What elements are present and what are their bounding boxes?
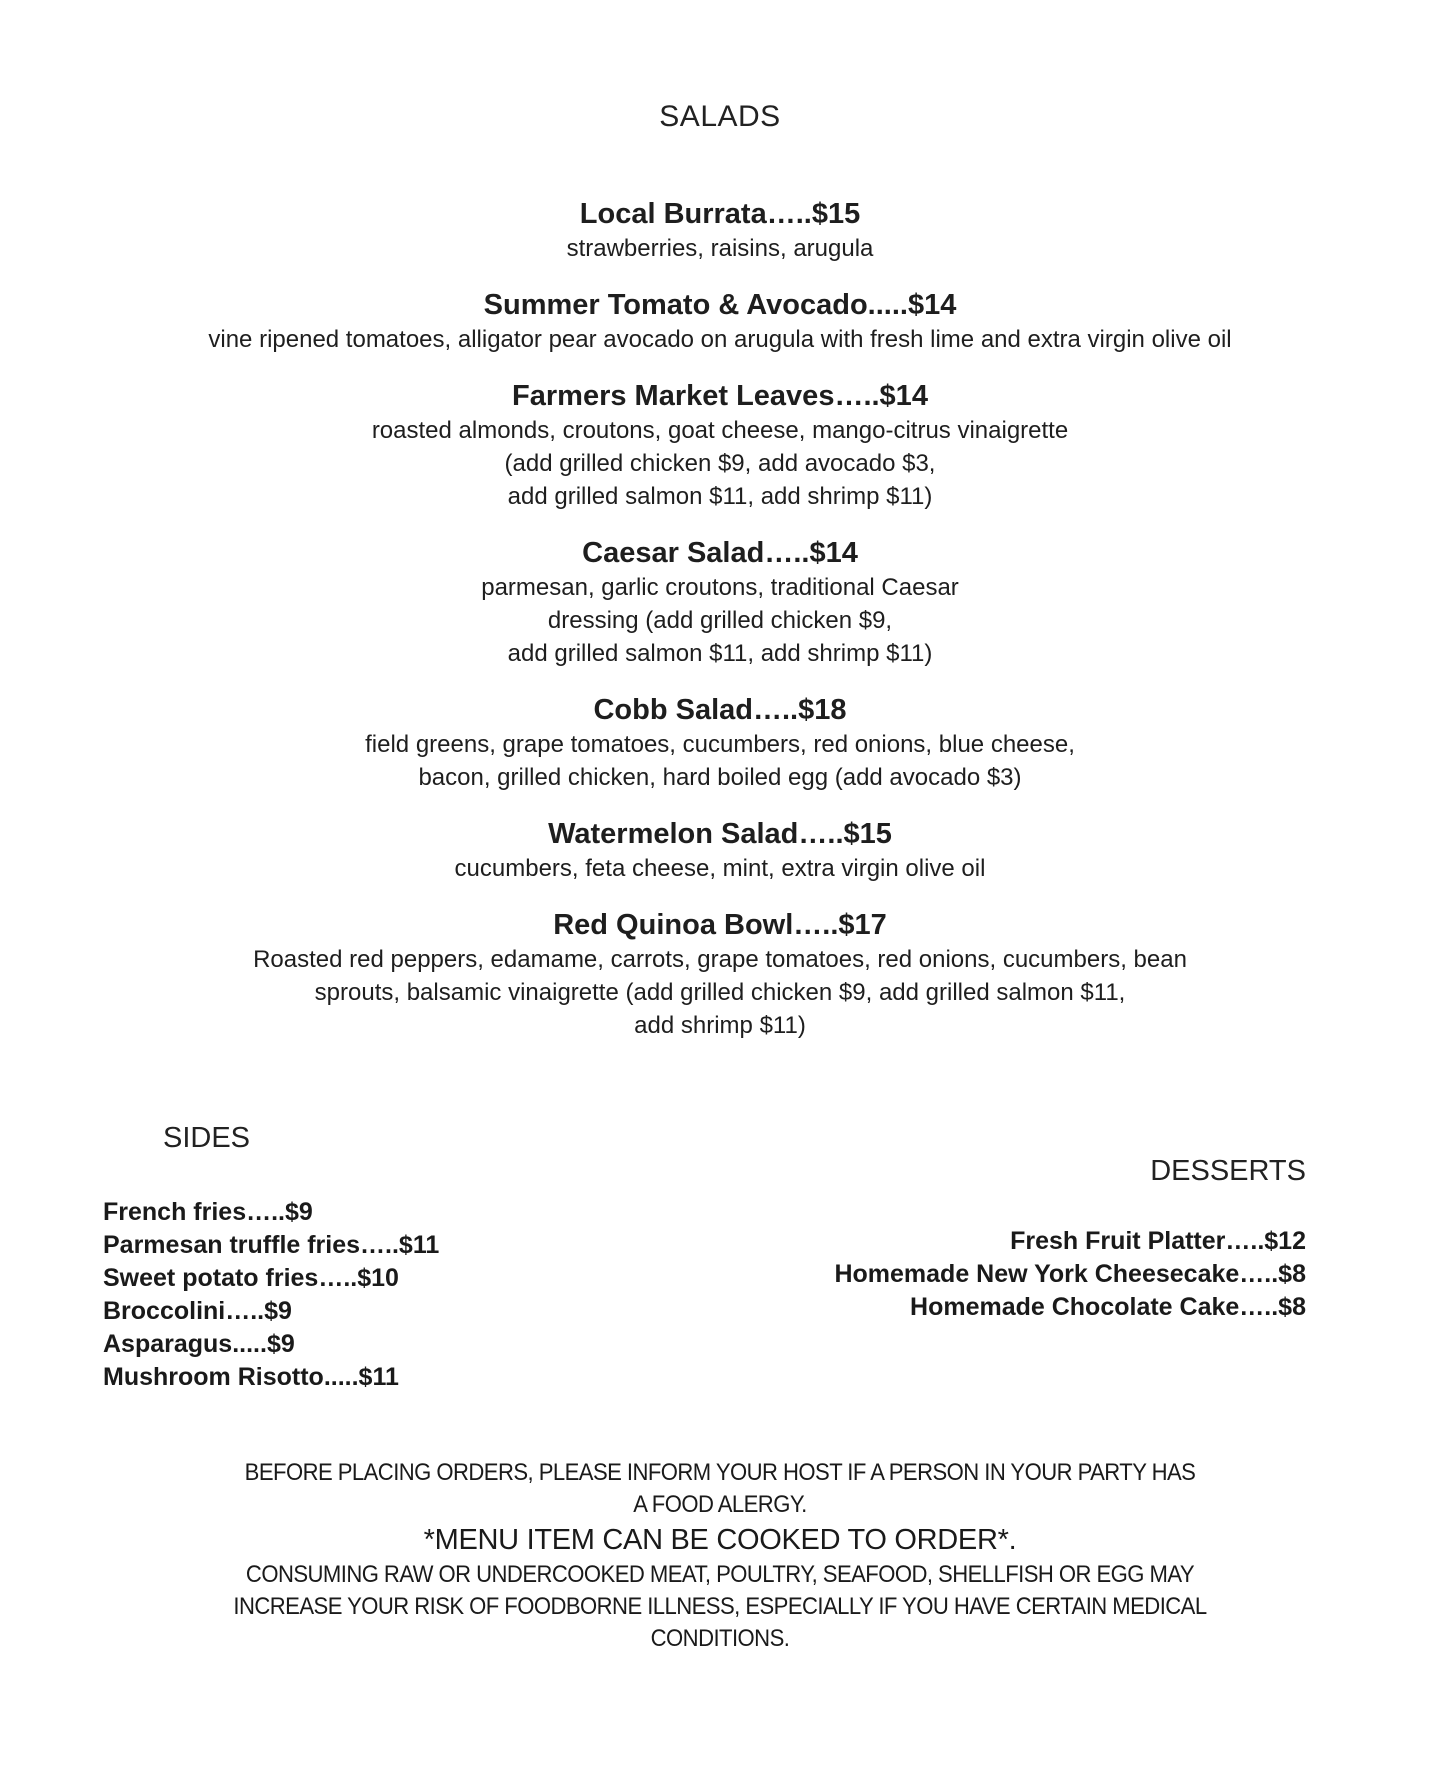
salad-description <box>0 571 1440 670</box>
side-item: Asparagus.....$9 <box>103 1330 295 1358</box>
salad-item-farmers-market-leaves <box>0 378 1440 513</box>
salad-description-line: add shrimp $11) <box>634 1012 806 1039</box>
allergy-notice <box>0 1457 1440 1655</box>
salad-description <box>0 323 1440 356</box>
cooked-to-order-note: *MENU ITEM CAN BE COOKED TO ORDER*. <box>423 1524 1017 1556</box>
salad-title: Cobb Salad…..$18 <box>593 694 847 726</box>
salad-item-caesar-salad <box>0 535 1440 670</box>
salad-description-line: (add grilled chicken $9, add avocado $3, <box>504 450 936 477</box>
salad-description-line: dressing (add grilled chicken $9, <box>547 607 893 634</box>
salad-item-local-burrata <box>0 196 1440 265</box>
salads-heading: SALADS <box>659 100 781 133</box>
dessert-item: Fresh Fruit Platter…..$12 <box>1010 1227 1306 1255</box>
notice-line: CONDITIONS. <box>650 1625 790 1652</box>
salad-item-summer-tomato-avocado <box>0 287 1440 356</box>
notice-line: CONSUMING RAW OR UNDERCOOKED MEAT, POULTRY, SEAFOOD, SHELLFISH OR EGG MAY <box>245 1561 1195 1588</box>
dessert-item: Homemade Chocolate Cake…..$8 <box>910 1293 1306 1321</box>
salad-title: Watermelon Salad…..$15 <box>548 818 892 850</box>
salad-description-line: Roasted red peppers, edamame, carrots, grape tomatoes, red onions, cucumbers, bean <box>253 946 1187 973</box>
salad-description <box>0 852 1440 885</box>
salad-title: Farmers Market Leaves…..$14 <box>512 380 928 412</box>
dessert-item: Homemade New York Cheesecake…..$8 <box>834 1260 1306 1288</box>
desserts-list <box>834 1225 1306 1324</box>
side-item: Broccolini…..$9 <box>103 1297 292 1325</box>
salad-title: Local Burrata…..$15 <box>579 198 861 230</box>
salad-item-red-quinoa-bowl <box>0 907 1440 1042</box>
allergy-warning <box>58 1457 1383 1521</box>
salad-description-line: strawberries, raisins, arugula <box>566 235 874 262</box>
salad-description-line: roasted almonds, croutons, goat cheese, mango-citrus vinaigrette <box>371 417 1069 444</box>
salad-description <box>0 728 1440 794</box>
salad-description-line: parmesan, garlic croutons, traditional Caesar <box>481 574 959 601</box>
salad-description-line: sprouts, balsamic vinaigrette (add grilled chicken $9, add grilled salmon $11, <box>314 979 1126 1006</box>
salad-title: Caesar Salad…..$14 <box>582 537 858 569</box>
salad-description <box>0 943 1440 1042</box>
salad-description-line: field greens, grape tomatoes, cucumbers, red onions, blue cheese, <box>365 731 1075 758</box>
salad-description-line: vine ripened tomatoes, alligator pear avocado on arugula with fresh lime and extra virgin olive oil <box>208 326 1232 353</box>
foodborne-illness-warning <box>58 1559 1383 1655</box>
notice-line: INCREASE YOUR RISK OF FOODBORNE ILLNESS, ESPECIALLY IF YOU HAVE CERTAIN MEDICAL <box>233 1593 1207 1620</box>
side-item: Parmesan truffle fries…..$11 <box>103 1231 440 1259</box>
salad-description-line: bacon, grilled chicken, hard boiled egg (add avocado $3) <box>418 764 1022 791</box>
salad-title: Summer Tomato & Avocado.....$14 <box>483 289 957 321</box>
side-item: Mushroom Risotto.....$11 <box>103 1363 399 1391</box>
notice-line: BEFORE PLACING ORDERS, PLEASE INFORM YOUR HOST IF A PERSON IN YOUR PARTY HAS <box>244 1459 1196 1486</box>
salad-description <box>0 232 1440 265</box>
salad-description-line: add grilled salmon $11, add shrimp $11) <box>507 483 933 510</box>
salad-item-cobb-salad <box>0 692 1440 794</box>
salad-title: Red Quinoa Bowl…..$17 <box>553 909 887 941</box>
salad-item-watermelon-salad <box>0 816 1440 885</box>
side-item: French fries…..$9 <box>103 1198 313 1226</box>
desserts-heading: DESSERTS <box>1150 1155 1306 1187</box>
notice-line: A FOOD ALERGY. <box>633 1491 807 1518</box>
side-item: Sweet potato fries…..$10 <box>103 1264 399 1292</box>
salads-list <box>0 196 1440 1064</box>
salad-description-line: cucumbers, feta cheese, mint, extra virgin olive oil <box>454 855 986 882</box>
sides-list <box>103 1196 439 1394</box>
sides-heading: SIDES <box>163 1122 251 1154</box>
salad-description-line: add grilled salmon $11, add shrimp $11) <box>507 640 933 667</box>
salad-description <box>0 414 1440 513</box>
